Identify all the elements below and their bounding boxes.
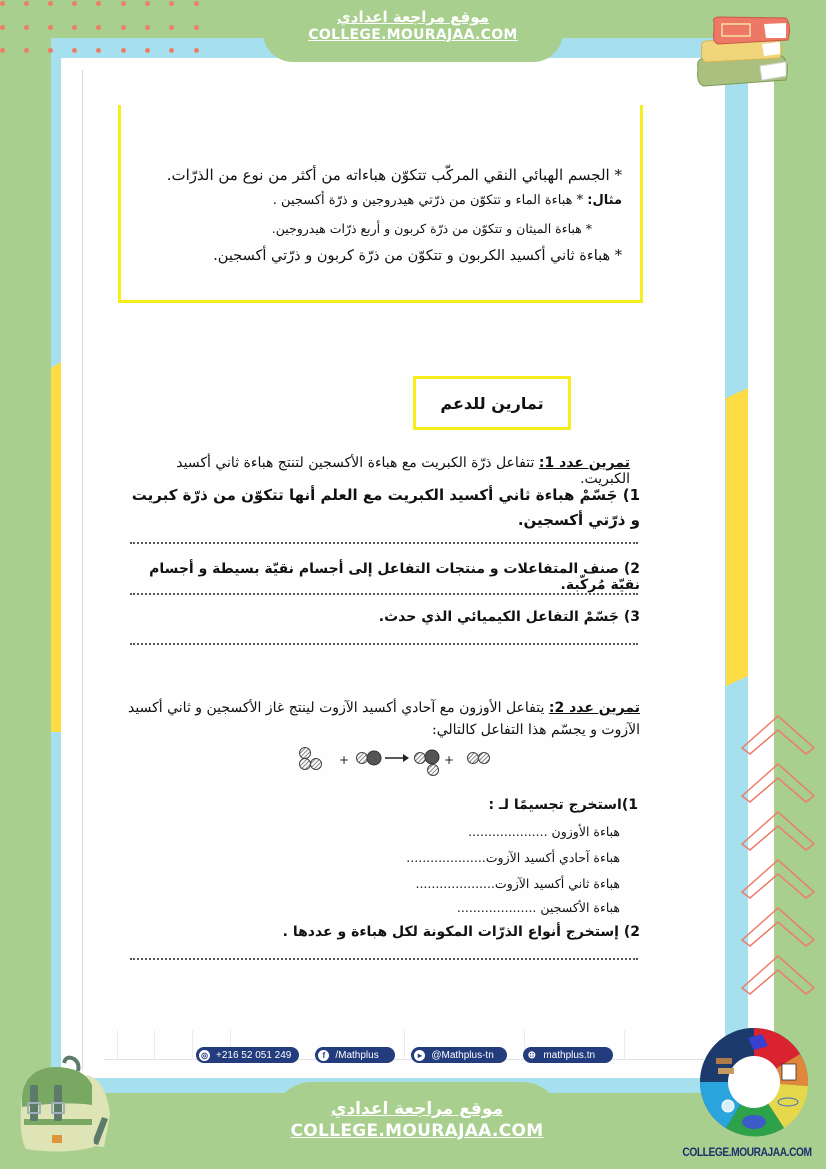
exercise2-statement-row [128, 697, 640, 741]
section-title: تمارين للدعم [413, 376, 571, 430]
nitric-oxide-molecule-icon [357, 751, 382, 765]
answer-line[interactable] [130, 958, 638, 960]
oxygen-molecule-icon [468, 753, 490, 764]
answer-line[interactable] [130, 643, 638, 645]
globe-icon: ⊕ [527, 1049, 537, 1061]
social-text: +216 52 051 249 [216, 1049, 292, 1061]
backpack-illustration-icon [14, 1055, 114, 1155]
social-pill-website[interactable] [523, 1047, 613, 1063]
decorative-dots-row [0, 48, 200, 56]
chevron-up-icon [738, 948, 818, 996]
chevron-up-icon [738, 708, 818, 756]
left-yellow-stripe [51, 362, 61, 732]
chevron-up-icon [738, 804, 818, 852]
exercise1-question-2: 2) صنف المتفاعلات و منتجات التفاعل إلى أجسام نقيّة بسيطة و أجسام نقيّة مُركّبة. [149, 561, 640, 593]
plus-sign: + [444, 753, 455, 767]
social-links [196, 1047, 613, 1063]
whatsapp-icon: ◎ [199, 1050, 210, 1061]
social-text: /Mathplus [335, 1049, 379, 1061]
answer-line[interactable] [130, 542, 638, 544]
definition-line-1: * الجسم الهبائي النقي المركّب تتكوّن هباءاته من أكثر من نوع من الذرّات. [166, 166, 622, 184]
facebook-icon: f [318, 1050, 329, 1061]
social-pill-youtube[interactable] [411, 1047, 507, 1063]
social-text: mathplus.tn [543, 1049, 596, 1061]
exercise2-item-ozone[interactable]: هباءة الأوزون .................... [468, 824, 620, 839]
exercise2-label: تمرين عدد 2: [548, 700, 640, 716]
chevron-up-icon [738, 900, 818, 948]
answer-line[interactable] [130, 593, 638, 595]
college-logo-icon [696, 1024, 812, 1140]
social-pill-facebook[interactable] [315, 1047, 395, 1063]
exercise2-item-nitric-oxide[interactable]: هباءة آحادي أكسيد الآزوت.................... [406, 850, 620, 865]
exercise1-statement: تتفاعل ذرّة الكبريت مع هباءة الأكسجين لتنتج هباءة ثاني أكسيد الكبريت. [176, 455, 630, 487]
footer-badge[interactable] [272, 1082, 562, 1169]
exercise2-question-2: 2) إستخرج أنواع الذرّات المكونة لكل هباءة و عددها . [282, 924, 640, 940]
footer-site-url[interactable]: COLLEGE.MOURAJAA.COM [290, 1121, 544, 1141]
exercise2-item-nitrogen-dioxide[interactable]: هباءة ثاني أكسيد الآزوت.................... [415, 876, 620, 891]
exercise1-question-1: 1) جَسّمْ هباءة ثاني أكسيد الكبريت مع العلم أنها تتكوّن من ذرّة كبريت و ذرّتي أكسجين. [131, 486, 640, 529]
footer-logo-text[interactable]: COLLEGE.MOURAJAA.COM [682, 1145, 812, 1159]
exercise2-item-oxygen[interactable]: هباءة الأكسجين .................... [456, 900, 620, 915]
definition-line-2: * هباءة الماء و تتكوّن من ذرّتي هيدروجين و ذرّة أكسجين . [272, 193, 584, 208]
social-pill-whatsapp[interactable] [196, 1047, 299, 1063]
header-badge[interactable] [263, 0, 563, 62]
header-site-name[interactable]: موقع مراجعة اعدادي [337, 8, 489, 26]
example-label: مثال: [587, 193, 622, 208]
definition-line-4: * هباءة ثاني أكسيد الكربون و تتكوّن من ذرّة كربون و ذرّتي أكسجين. [213, 248, 622, 264]
header-site-url[interactable]: COLLEGE.MOURAJAA.COM [308, 27, 518, 43]
plus-sign: + [339, 753, 350, 767]
chevron-up-icon [738, 852, 818, 900]
social-text: @Mathplus-tn [431, 1049, 494, 1061]
chevron-up-icon [738, 756, 818, 804]
exercise1-question-3: 3) جَسّمْ التفاعل الكيميائي الذي حدث. [378, 609, 640, 625]
exercise2-statement: يتفاعل الأوزون مع آحادي أكسيد الآزوت لينتج غاز الأكسجين و ثاني أكسيد الآزوت و يجسّم هذا التفاعل كالتالي: [128, 700, 640, 738]
exercise2-question-1: 1)استخرج تجسيمًا لـ : [488, 797, 638, 813]
ozone-molecule-icon [300, 748, 322, 770]
right-yellow-stripe [726, 388, 748, 686]
books-illustration-icon [692, 14, 792, 94]
definition-line-3: * هباءة الميثان و تتكوّن من ذرّة كربون و أربع ذرّات هيدروجين. [271, 221, 592, 236]
definition-example-line [130, 193, 622, 208]
youtube-icon: ▸ [414, 1050, 425, 1061]
reaction-arrow-icon [385, 754, 409, 762]
reaction-equation-diagram [296, 744, 496, 778]
nitrogen-dioxide-molecule-icon [415, 750, 440, 776]
exercise1-label: تمرين عدد 1: [538, 455, 630, 471]
footer-site-name[interactable]: موقع مراجعة اعدادي [330, 1099, 504, 1119]
